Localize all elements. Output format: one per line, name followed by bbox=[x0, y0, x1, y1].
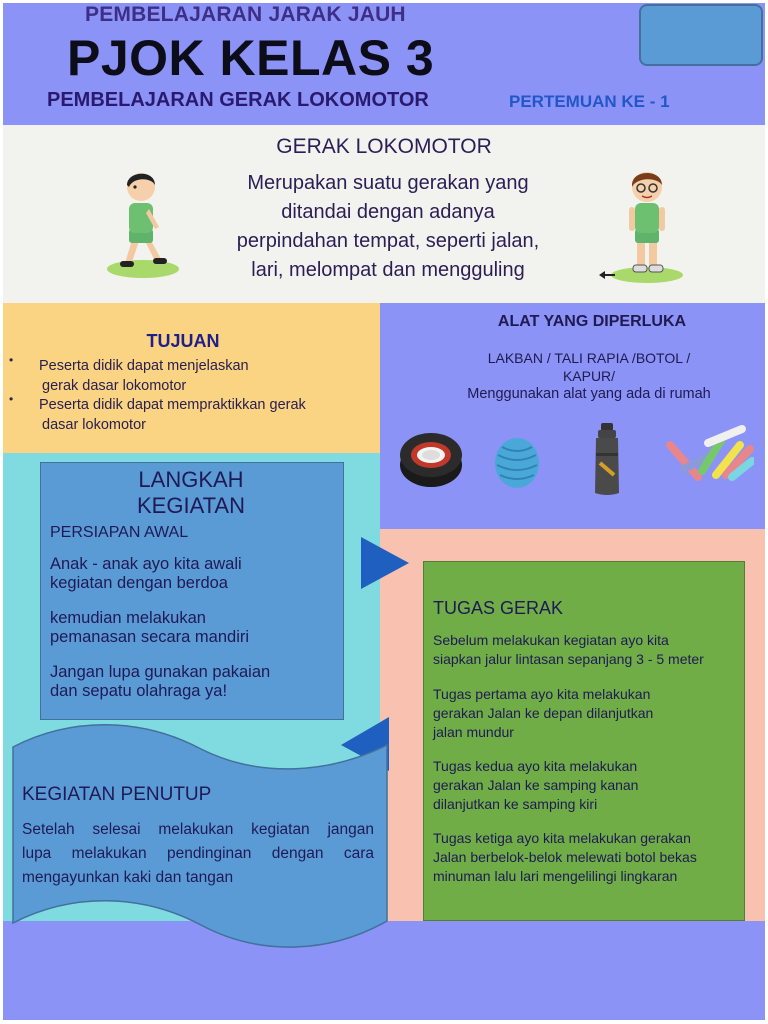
page-title: PJOK KELAS 3 bbox=[67, 30, 435, 86]
tugas-paragraph bbox=[433, 829, 737, 886]
alat-note: Menggunakan alat yang ada di rumah bbox=[467, 386, 711, 402]
langkah-title-line: LANGKAH bbox=[138, 467, 244, 492]
bottle-icon bbox=[592, 423, 622, 497]
penutup-line: mengayunkan kaki dan tangan bbox=[22, 869, 234, 886]
definition-title: GERAK LOKOMOTOR bbox=[276, 135, 492, 158]
tugas-line: Tugas ketiga ayo kita melakukan gerakan bbox=[433, 830, 691, 846]
tugas-line: Tugas pertama ayo kita melakukan bbox=[433, 686, 651, 702]
tujuan-item-line: Peserta didik dapat mempraktikkan gerak bbox=[39, 397, 306, 413]
tugas-line: siapkan jalur lintasan sepanjang 3 - 5 meter bbox=[433, 651, 704, 667]
langkah-kegiatan-box bbox=[40, 462, 344, 720]
alat-line: LAKBAN / TALI RAPIA /BOTOL / bbox=[487, 350, 691, 366]
lesson-title: PEMBELAJARAN GERAK LOKOMOTOR bbox=[47, 89, 429, 111]
langkah-paragraph bbox=[50, 609, 340, 647]
header-blank-box bbox=[639, 4, 763, 66]
tujuan-item-line: Peserta didik dapat menjelaskan bbox=[39, 358, 249, 374]
tugas-line: gerakan Jalan ke depan dilanjutkan bbox=[433, 705, 654, 721]
definition-line: ditandai dengan adanya bbox=[281, 201, 495, 223]
tugas-line: Jalan berbelok-belok melewati botol bekas bbox=[433, 849, 697, 865]
tugas-paragraph bbox=[433, 631, 737, 669]
alat-section bbox=[380, 303, 765, 529]
alat-line: KAPUR/ bbox=[562, 367, 616, 384]
langkah-line: kegiatan dengan berdoa bbox=[50, 574, 228, 592]
definition-section bbox=[3, 125, 765, 303]
langkah-line: kemudian melakukan bbox=[50, 609, 206, 627]
bullet: • bbox=[9, 353, 14, 367]
tugas-title: TUGAS GERAK bbox=[433, 598, 564, 618]
rope-icon bbox=[492, 435, 542, 491]
tujuan-list bbox=[9, 353, 369, 435]
header-subtitle: PEMBELAJARAN JARAK JAUH bbox=[85, 3, 406, 26]
arrow-right-icon bbox=[359, 535, 411, 591]
alat-title: ALAT YANG DIPERLUKA bbox=[497, 313, 687, 330]
list-item bbox=[9, 392, 369, 435]
alat-list-text bbox=[444, 350, 734, 385]
tujuan-title: TUJUAN bbox=[146, 331, 220, 351]
tujuan-section bbox=[3, 303, 380, 453]
definition-line: Merupakan suatu gerakan yang bbox=[247, 172, 529, 194]
langkah-subtitle: PERSIAPAN AWAL bbox=[50, 524, 189, 541]
tujuan-item-line: dasar lokomotor bbox=[42, 416, 146, 433]
langkah-line: pemanasan secara mandiri bbox=[50, 628, 250, 646]
langkah-paragraph bbox=[50, 663, 340, 701]
langkah-title-line: KEGIATAN bbox=[137, 493, 245, 518]
poster bbox=[3, 3, 765, 1020]
tugas-line: Tugas kedua ayo kita melakukan bbox=[433, 758, 638, 774]
tugas-line: dilanjutkan ke samping kiri bbox=[433, 796, 598, 812]
tugas-paragraph bbox=[433, 685, 737, 742]
boy-walking-icon bbox=[103, 165, 183, 281]
definition-line: lari, melompat dan mengguling bbox=[251, 259, 525, 281]
tugas-line: minuman lalu lari mengelilingi lingkaran bbox=[433, 868, 678, 884]
penutup-title: KEGIATAN PENUTUP bbox=[22, 784, 212, 805]
langkah-line: Jangan lupa gunakan pakaian bbox=[50, 663, 271, 681]
penutup-line: Setelah selesai melakukan kegiatan jangan bbox=[22, 821, 374, 838]
langkah-line: Anak - anak ayo kita awali bbox=[50, 555, 242, 573]
penutup-text bbox=[22, 818, 374, 890]
tujuan-item-line: gerak dasar lokomotor bbox=[42, 377, 187, 394]
langkah-line: dan sepatu olahraga ya! bbox=[50, 682, 228, 700]
tape-icon bbox=[398, 429, 464, 491]
tugas-line: gerakan Jalan ke samping kanan bbox=[433, 777, 639, 793]
boy-standing-icon bbox=[595, 167, 691, 285]
list-item bbox=[9, 353, 369, 396]
langkah-paragraph bbox=[50, 555, 340, 593]
langkah-title bbox=[101, 467, 281, 519]
bullet: • bbox=[9, 392, 14, 406]
penutup-line: lupa melakukan pendinginan dengan cara bbox=[22, 845, 374, 862]
tugas-paragraph bbox=[433, 757, 737, 814]
tugas-gerak-box bbox=[423, 561, 745, 921]
definition-text bbox=[215, 169, 561, 285]
tugas-line: Sebelum melakukan kegiatan ayo kita bbox=[433, 632, 669, 648]
meeting-label: PERTEMUAN KE - 1 bbox=[509, 92, 670, 111]
definition-line: perpindahan tempat, seperti jalan, bbox=[236, 230, 540, 252]
chalk-icon bbox=[662, 421, 754, 487]
tugas-line: jalan mundur bbox=[433, 724, 514, 740]
